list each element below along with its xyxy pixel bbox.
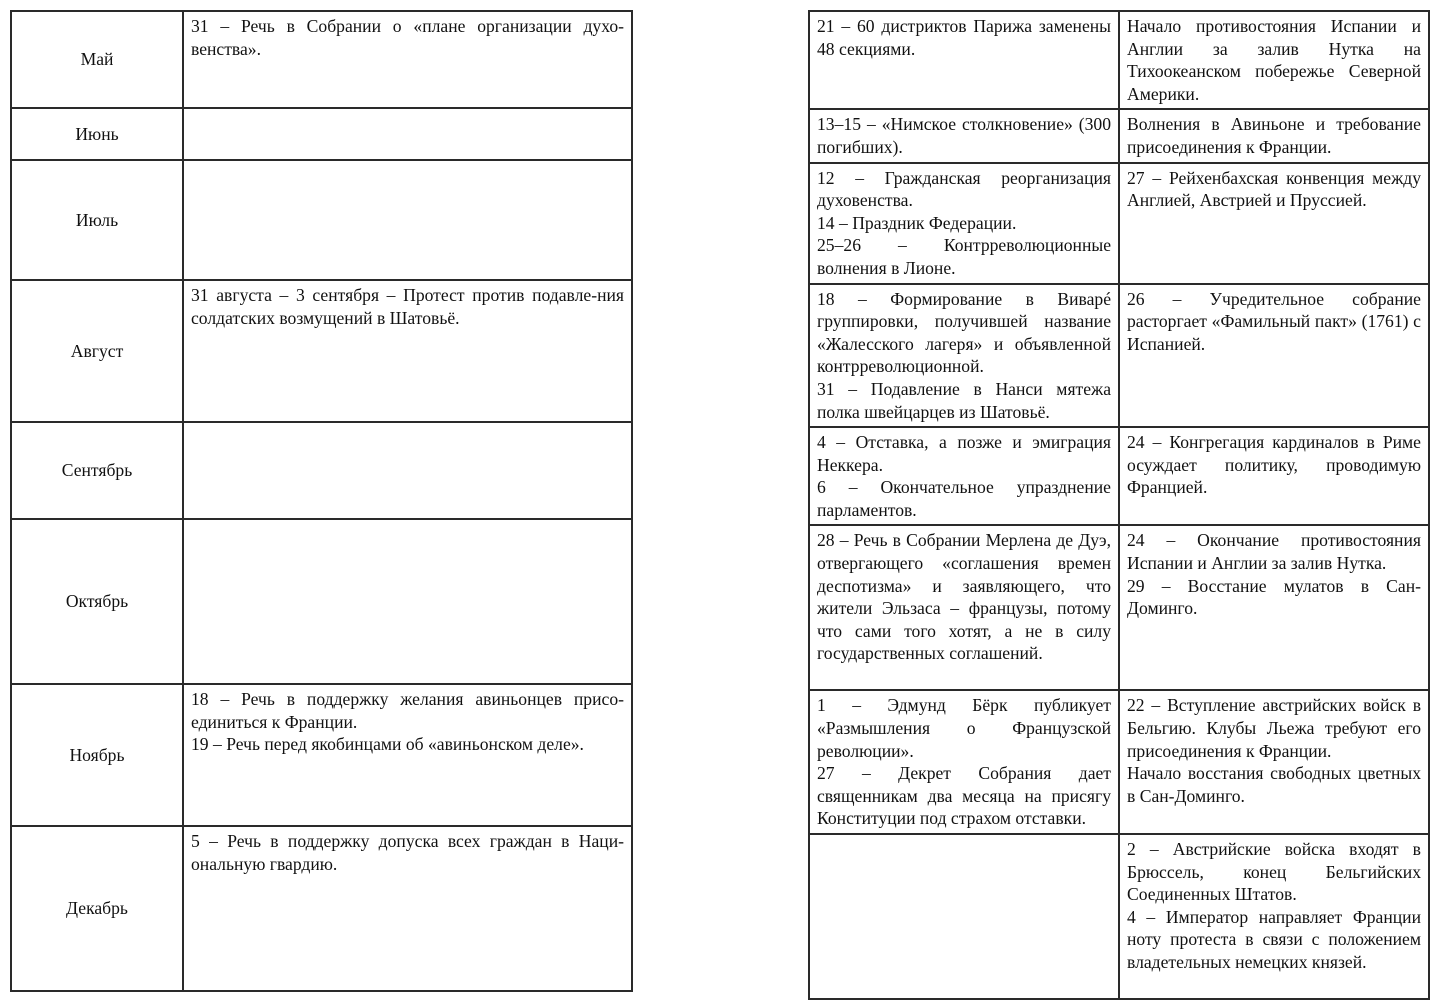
event-text: 4 – Император направляет Франции ноту протеста в связи с положением владетельных немецких князей.	[1127, 906, 1421, 972]
month-cell: Июль	[11, 160, 183, 280]
table-row	[809, 834, 1429, 999]
event-text: 22 – Вступление австрийских войск в Бельгию. Клубы Льежа требуют его присоединения к Франции.	[1127, 695, 1421, 761]
event-text: 1 – Эдмунд Бёрк публикует «Размышления о Французской революции».	[817, 695, 1111, 761]
france-events-cell	[809, 690, 1119, 834]
france-events-cell	[809, 11, 1119, 109]
event-text: 5 – Речь в поддержку допуска всех граждан в Наци-ональную гвардию.	[191, 831, 624, 874]
month-cell: Август	[11, 280, 183, 422]
france-events-cell	[809, 284, 1119, 428]
table-row	[809, 284, 1429, 428]
world-events-cell	[1119, 109, 1429, 162]
table-row	[11, 11, 632, 108]
event-text: 27 – Рейхенбахская конвенция между Англией, Австрией и Пруссией.	[1127, 167, 1421, 211]
world-events-cell	[1119, 284, 1429, 428]
event-text: 18 – Речь в поддержку желания авиньонцев присо-единиться к Франции.	[191, 689, 624, 732]
event-text: 26 – Учредительное собрание расторгает «Фамильный пакт» (1761) с Испанией.	[1127, 288, 1421, 354]
events-cell	[183, 826, 632, 991]
event-text: 21 – 60 дистриктов Парижа заменены 48 секциями.	[817, 16, 1111, 59]
event-text: 28 – Речь в Собрании Мерлена де Дуэ, отвергающего «соглашения времен деспотизма» и заявляющего, что жители Эльзаса – французы, потому что сами того хотят, а не в силу государственных соглашений.	[817, 530, 1111, 664]
event-text: 24 – Конгрегация кардиналов в Риме осуждает политику, проводимую Францией.	[1127, 432, 1421, 498]
event-text: 31 – Подавление в Нанси мятежа полка швейцарцев из Шатовьё.	[817, 378, 1111, 422]
table-row	[809, 109, 1429, 162]
world-events-cell	[1119, 834, 1429, 999]
event-text: 4 – Отставка, а позже и эмиграция Неккера.	[817, 432, 1111, 475]
events-cell	[183, 684, 632, 826]
table-row	[809, 163, 1429, 284]
event-text: 14 – Праздник Федерации.	[817, 212, 1017, 233]
world-events-cell	[1119, 690, 1429, 834]
event-text: 18 – Формирование в Виварé группировки, получившей название «Жалесского лагеря» и объявленной контрреволюционной.	[817, 288, 1111, 377]
events-cell	[183, 422, 632, 519]
france-events-cell	[809, 163, 1119, 284]
events-cell	[183, 11, 632, 108]
table-row	[809, 525, 1429, 690]
event-text: 24 – Окончание противостояния Испании и Англии за залив Нутка.	[1127, 530, 1421, 574]
event-text: 12 – Гражданская реорганизация духовенства.	[817, 167, 1111, 211]
event-text: Волнения в Авиньоне и требование присоединения к Франции.	[1127, 114, 1421, 157]
table-row	[11, 422, 632, 519]
events-cell	[183, 108, 632, 160]
event-text: 6 – Окончательное упразднение парламентов.	[817, 477, 1111, 520]
table-row	[809, 11, 1429, 109]
events-cell	[183, 280, 632, 422]
table-row	[11, 684, 632, 826]
table-row	[809, 690, 1429, 834]
event-text: 31 – Речь в Собрании о «плане организации духо-венства».	[191, 16, 624, 59]
month-cell: Декабрь	[11, 826, 183, 991]
month-cell: Сентябрь	[11, 422, 183, 519]
event-text: 25–26 – Контрреволюционные волнения в Лионе.	[817, 235, 1111, 278]
world-events-cell	[1119, 163, 1429, 284]
event-text: Начало противостояния Испании и Англии за залив Нутка на Тихоокеанском побережье Северной Америки.	[1127, 16, 1421, 104]
france-events-cell	[809, 525, 1119, 690]
france-events-cell	[809, 427, 1119, 525]
right-page-chronology-table	[808, 10, 1430, 1000]
event-text: 13–15 – «Нимское столкновение» (300 погибших).	[817, 114, 1111, 157]
table-row	[11, 519, 632, 684]
event-text: 2 – Австрийские войска входят в Брюссель, конец Бельгийских Соединенных Штатов.	[1127, 839, 1421, 905]
event-text: Начало восстания свободных цветных в Сан-Доминго.	[1127, 763, 1421, 806]
event-text: 29 – Восстание мулатов в Сан-Доминго.	[1127, 575, 1421, 619]
table-row	[11, 160, 632, 280]
month-cell: Май	[11, 11, 183, 108]
table-row	[809, 427, 1429, 525]
world-events-cell	[1119, 427, 1429, 525]
table-row	[11, 826, 632, 991]
events-cell	[183, 519, 632, 684]
france-events-cell	[809, 834, 1119, 999]
month-cell: Ноябрь	[11, 684, 183, 826]
month-cell: Июнь	[11, 108, 183, 160]
table-row	[11, 280, 632, 422]
world-events-cell	[1119, 11, 1429, 109]
event-text: 19 – Речь перед якобинцами об «авиньонском деле».	[191, 734, 584, 755]
event-text: 27 – Декрет Собрания дает священникам два месяца на присягу Конституции под страхом отставки.	[817, 763, 1111, 829]
world-events-cell	[1119, 525, 1429, 690]
month-cell: Октябрь	[11, 519, 183, 684]
table-row	[11, 108, 632, 160]
event-text: 31 августа – 3 сентября – Протест против подавле-ния солдатских возмущений в Шатовьё.	[191, 285, 624, 328]
events-cell	[183, 160, 632, 280]
france-events-cell	[809, 109, 1119, 162]
left-page-chronology-table	[10, 10, 633, 992]
